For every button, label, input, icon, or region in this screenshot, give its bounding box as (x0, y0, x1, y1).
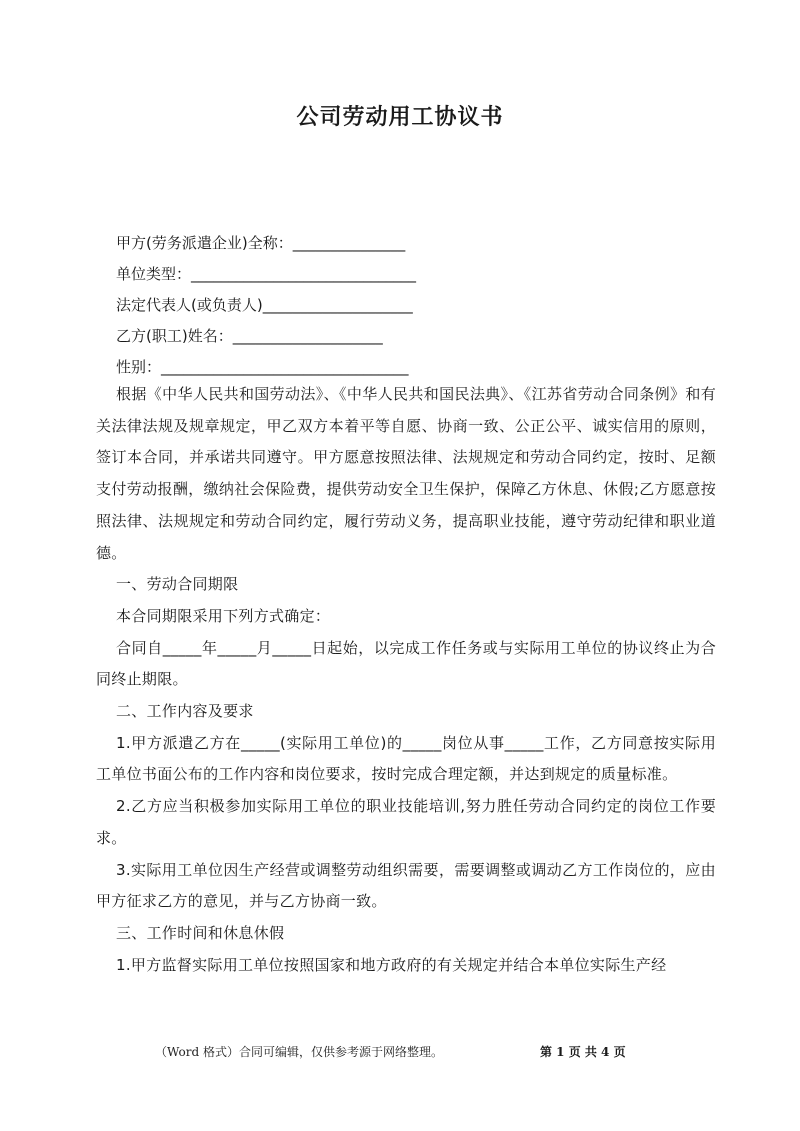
document-title: 公司劳动用工协议书 (296, 105, 504, 130)
footer-note: （Word 格式）合同可编辑，仅供参考源于网络整理。 (155, 1045, 443, 1059)
paragraph: 合同自_____年_____月_____日起始，以完成工作任务或与实际用工单位的协议终止为合同终止期限。 (96, 638, 716, 689)
field-party-a-name: 甲方(劳务派遣企业)全称：_______________ (116, 234, 406, 252)
section-heading: 一、劳动合同期限 (116, 575, 239, 594)
party-info-fields (116, 228, 716, 383)
paragraph: 1.甲方监督实际用工单位按照国家和地方政府的有关规定并结合本单位实际生产经 (116, 955, 667, 974)
page-number: 第 1 页 共 4 页 (540, 1045, 626, 1059)
paragraph: 3.实际用工单位因生产经营或调整劳动组织需要，需要调整或调动乙方工作岗位的，应由甲方征求乙方的意见，并与乙方协商一致。 (96, 860, 716, 911)
field-legal-representative: 法定代表人(或负责人)____________________ (116, 296, 413, 314)
section-heading: 三、工作时间和休息休假 (116, 923, 285, 942)
document-body (96, 379, 716, 981)
field-unit-type: 单位类型：______________________________ (116, 265, 417, 283)
paragraph: 2.乙方应当积极参加实际用工单位的职业技能培训,努力胜任劳动合同约定的岗位工作要求。 (96, 797, 716, 847)
field-gender: 性别：_________________________________ (116, 358, 409, 376)
field-party-b-name: 乙方(职工)姓名：____________________ (116, 327, 383, 345)
preamble-paragraph: 根据《中华人民共和国劳动法》、《中华人民共和国民法典》、《江苏省劳动合同条例》和有关法律法规及规章规定，甲乙双方本着平等自愿、协商一致、公正公平、诚实信用的原则，签订本合同，并承诺共同遵守。甲方愿意按照法律、法规规定和劳动合同约定，按时、足额支付劳动报酬，缴纳社会保险费，提供劳动安全卫生保护，保障乙方休息、休假;乙方愿意按照法律、法规规定和劳动合同约定，履行劳动义务，提高职业技能，遵守劳动纪律和职业道德。 (96, 385, 716, 562)
paragraph: 本合同期限采用下列方式确定： (116, 606, 331, 625)
paragraph: 1.甲方派遣乙方在_____(实际用工单位)的_____岗位从事_____工作，乙方同意按实际用工单位书面公布的工作内容和岗位要求，按时完成合理定额，并达到规定的质量标准。 (96, 733, 716, 784)
section-heading: 二、工作内容及要求 (116, 702, 254, 721)
